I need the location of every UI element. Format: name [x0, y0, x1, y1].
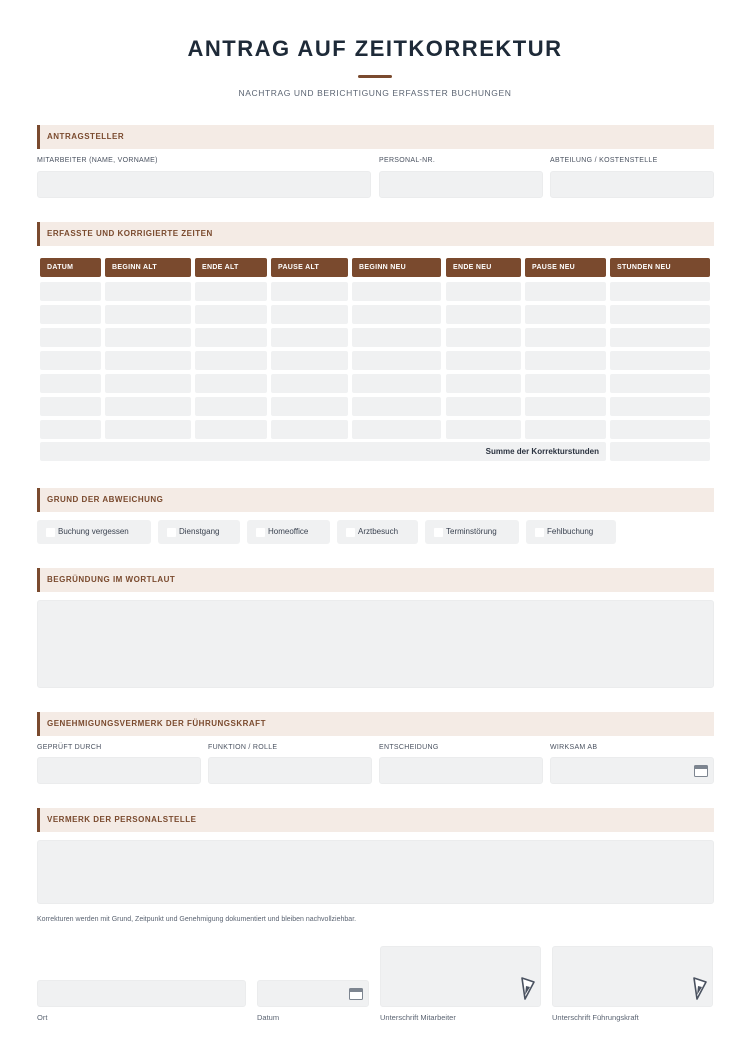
place-label: Ort: [37, 1013, 48, 1022]
table-cell[interactable]: [352, 351, 441, 370]
table-cell[interactable]: [525, 420, 606, 439]
section-hr: VERMERK DER PERSONALSTELLE: [37, 808, 714, 832]
decision-field[interactable]: [379, 757, 543, 784]
pen-icon: [520, 977, 536, 1001]
checkbox[interactable]: [535, 528, 544, 537]
table-cell[interactable]: [525, 351, 606, 370]
table-cell[interactable]: [40, 351, 101, 370]
role-label: FUNKTION / ROLLE: [208, 744, 278, 751]
reason-label: Terminstörung: [446, 527, 497, 536]
manager-signature-field[interactable]: [552, 946, 713, 1007]
reason-label: Homeoffice: [268, 527, 309, 536]
reason-option-buchung-vergessen[interactable]: [37, 520, 151, 544]
section-approval: GENEHMIGUNGSVERMERK DER FÜHRUNGSKRAFT: [37, 712, 714, 736]
reason-option-fehlbuchung[interactable]: [526, 520, 616, 544]
table-cell[interactable]: [352, 397, 441, 416]
table-cell[interactable]: [446, 328, 521, 347]
hr-note-textarea[interactable]: [37, 840, 714, 904]
table-cell[interactable]: [610, 420, 710, 439]
title-underline: [358, 75, 392, 78]
table-cell[interactable]: [271, 351, 348, 370]
table-cell[interactable]: [525, 328, 606, 347]
personnel-number-field[interactable]: [379, 171, 543, 198]
reason-option-arztbesuch[interactable]: [337, 520, 418, 544]
employee-signature-label: Unterschrift Mitarbeiter: [380, 1013, 456, 1022]
table-cell[interactable]: [352, 328, 441, 347]
table-cell[interactable]: [610, 397, 710, 416]
table-cell[interactable]: [352, 282, 441, 301]
col-header-datum: DATUM: [40, 258, 101, 277]
table-cell[interactable]: [105, 351, 191, 370]
table-cell[interactable]: [105, 328, 191, 347]
decision-label: ENTSCHEIDUNG: [379, 744, 439, 751]
effective-date-label: WIRKSAM AB: [550, 744, 598, 751]
table-cell[interactable]: [105, 305, 191, 324]
checkbox[interactable]: [46, 528, 55, 537]
table-cell[interactable]: [271, 328, 348, 347]
date-field[interactable]: [257, 980, 369, 1007]
reason-option-homeoffice[interactable]: [247, 520, 330, 544]
checked-by-field[interactable]: [37, 757, 201, 784]
employee-name-field[interactable]: [37, 171, 371, 198]
table-cell[interactable]: [105, 397, 191, 416]
table-cell[interactable]: [40, 420, 101, 439]
col-header-pause-alt: PAUSE ALT: [271, 258, 348, 277]
table-cell[interactable]: [271, 420, 348, 439]
place-field[interactable]: [37, 980, 246, 1007]
sum-row: [40, 442, 606, 461]
manager-signature-label: Unterschrift Führungskraft: [552, 1013, 639, 1022]
employee-name-label: MITARBEITER (NAME, VORNAME): [37, 157, 158, 164]
checkbox[interactable]: [167, 528, 176, 537]
table-cell[interactable]: [40, 328, 101, 347]
table-cell[interactable]: [40, 397, 101, 416]
role-field[interactable]: [208, 757, 372, 784]
table-cell[interactable]: [195, 397, 267, 416]
checkbox[interactable]: [346, 528, 355, 537]
table-cell[interactable]: [446, 374, 521, 393]
table-cell[interactable]: [610, 351, 710, 370]
checkbox[interactable]: [256, 528, 265, 537]
sum-value-cell[interactable]: [610, 442, 710, 461]
table-cell[interactable]: [525, 374, 606, 393]
table-cell[interactable]: [195, 420, 267, 439]
table-cell[interactable]: [446, 397, 521, 416]
section-applicant: ANTRAGSTELLER: [37, 125, 714, 149]
table-cell[interactable]: [352, 305, 441, 324]
table-cell[interactable]: [271, 282, 348, 301]
department-field[interactable]: [550, 171, 714, 198]
table-cell[interactable]: [195, 351, 267, 370]
table-cell[interactable]: [271, 397, 348, 416]
table-cell[interactable]: [525, 282, 606, 301]
table-cell[interactable]: [105, 420, 191, 439]
table-cell[interactable]: [105, 282, 191, 301]
table-cell[interactable]: [40, 282, 101, 301]
table-cell[interactable]: [271, 305, 348, 324]
col-header-ende-alt: ENDE ALT: [195, 258, 267, 277]
col-header-beginn-neu: BEGINN NEU: [352, 258, 441, 277]
table-cell[interactable]: [610, 282, 710, 301]
employee-signature-field[interactable]: [380, 946, 541, 1007]
reason-label: Arztbesuch: [358, 527, 399, 536]
justification-textarea[interactable]: [37, 600, 714, 688]
department-label: ABTEILUNG / KOSTENSTELLE: [550, 157, 658, 164]
table-cell[interactable]: [446, 351, 521, 370]
table-cell[interactable]: [40, 305, 101, 324]
table-cell[interactable]: [610, 305, 710, 324]
table-cell[interactable]: [525, 397, 606, 416]
reason-label: Fehlbuchung: [547, 527, 594, 536]
documentation-note: Korrekturen werden mit Grund, Zeitpunkt und Genehmigung dokumentiert und bleiben nachvollziehbar.: [37, 916, 357, 923]
effective-date-field[interactable]: [550, 757, 714, 784]
col-header-pause-neu: PAUSE NEU: [525, 258, 606, 277]
table-cell[interactable]: [105, 374, 191, 393]
section-justification: BEGRÜNDUNG IM WORTLAUT: [37, 568, 714, 592]
col-header-ende-neu: ENDE NEU: [446, 258, 521, 277]
col-header-beginn-alt: BEGINN ALT: [105, 258, 191, 277]
table-cell[interactable]: [446, 305, 521, 324]
reason-label: Buchung vergessen: [58, 527, 129, 536]
table-cell[interactable]: [446, 282, 521, 301]
pen-icon: [692, 977, 708, 1001]
section-reason: GRUND DER ABWEICHUNG: [37, 488, 714, 512]
reason-label: Dienstgang: [179, 527, 220, 536]
col-header-stunden-neu: STUNDEN NEU: [610, 258, 710, 277]
table-cell[interactable]: [352, 374, 441, 393]
table-cell[interactable]: [525, 305, 606, 324]
checkbox[interactable]: [434, 528, 443, 537]
table-cell[interactable]: [195, 305, 267, 324]
reason-option-terminstoerung[interactable]: [425, 520, 519, 544]
table-cell[interactable]: [195, 374, 267, 393]
page-title: ANTRAG AUF ZEITKORREKTUR: [187, 36, 563, 61]
calendar-icon[interactable]: [349, 988, 363, 1000]
table-cell[interactable]: [195, 282, 267, 301]
table-cell[interactable]: [610, 328, 710, 347]
sum-label: Summe der Korrekturstunden: [485, 447, 599, 456]
checked-by-label: GEPRÜFT DURCH: [37, 744, 102, 751]
table-cell[interactable]: [610, 374, 710, 393]
section-times: ERFASSTE UND KORRIGIERTE ZEITEN: [37, 222, 714, 246]
table-cell[interactable]: [271, 374, 348, 393]
calendar-icon[interactable]: [694, 765, 708, 777]
personnel-number-label: PERSONAL-NR.: [379, 157, 436, 164]
table-cell[interactable]: [352, 420, 441, 439]
table-cell[interactable]: [40, 374, 101, 393]
table-cell[interactable]: [446, 420, 521, 439]
table-cell[interactable]: [195, 328, 267, 347]
date-label: Datum: [257, 1013, 280, 1022]
page-subtitle: NACHTRAG UND BERICHTIGUNG ERFASSTER BUCHUNGEN: [238, 88, 512, 98]
reason-option-dienstgang[interactable]: [158, 520, 240, 544]
